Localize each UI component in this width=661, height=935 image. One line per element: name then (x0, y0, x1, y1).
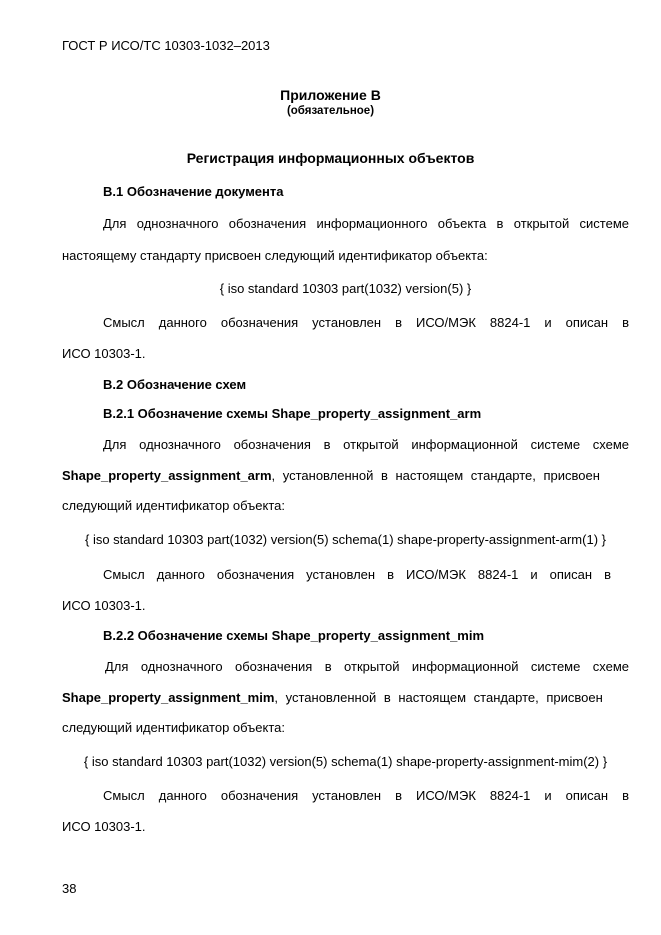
appendix-subtitle: (обязательное) (286, 105, 375, 117)
heading-b22: В.2.2 Обозначение схемы Shape_property_assignment_mim (103, 628, 485, 643)
b21-schema-name: Shape_property_assignment_arm (62, 468, 272, 483)
b22-line2-rest: , установленной в настоящем стандарте, присвоен (274, 690, 603, 705)
page-number: 38 (62, 881, 77, 896)
heading-b1: В.1 Обозначение документа (103, 184, 284, 199)
b22-line1: Для однозначного обозначения в открытой информационной системе схеме (105, 659, 629, 674)
b22-line2 (62, 690, 629, 705)
b1-meaning-line2: ИСО 10303-1. (62, 346, 146, 361)
b21-line3: следующий идентификатор объекта: (62, 498, 286, 513)
b22-meaning-line1: Смысл данного обозначения установлен в ИСО/МЭК 8824-1 и описан в (103, 788, 629, 803)
b22-line3: следующий идентификатор объекта: (62, 720, 286, 735)
section-title: Регистрация информационных объектов (186, 150, 475, 166)
b22-meaning-line2: ИСО 10303-1. (62, 819, 146, 834)
b1-meaning-line1: Смысл данного обозначения установлен в ИСО/МЭК 8824-1 и описан в (103, 315, 629, 330)
b21-meaning-line1: Смысл данного обозначения установлен в ИСО/МЭК 8824-1 и описан в (103, 567, 611, 582)
appendix-title-block (0, 86, 661, 118)
heading-b2: В.2 Обозначение схем (103, 377, 247, 392)
b22-identifier: { iso standard 10303 part(1032) version(5) schema(1) shape-property-assignment-mim(2) } (83, 754, 608, 769)
b1-line1: Для однозначного обозначения информационного объекта в открытой системе (103, 216, 629, 231)
b22-schema-name: Shape_property_assignment_mim (62, 690, 275, 705)
b21-identifier: { iso standard 10303 part(1032) version(5) schema(1) shape-property-assignment-arm(1) } (85, 532, 606, 547)
appendix-title: Приложение В (280, 87, 381, 103)
b1-line2: настоящему стандарту присвоен следующий идентификатор объекта: (62, 248, 488, 263)
heading-b21: В.2.1 Обозначение схемы Shape_property_assignment_arm (103, 406, 482, 421)
b1-identifier: { iso standard 10303 part(1032) version(5) } (219, 281, 472, 296)
b21-line2-rest: , установленной в настоящем стандарте, присвоен (271, 468, 600, 483)
b21-line2 (62, 468, 629, 483)
b21-meaning-line2: ИСО 10303-1. (62, 598, 146, 613)
b21-line1: Для однозначного обозначения в открытой информационной системе схеме (103, 437, 629, 452)
document-header: ГОСТ Р ИСО/ТС 10303-1032–2013 (62, 38, 270, 53)
